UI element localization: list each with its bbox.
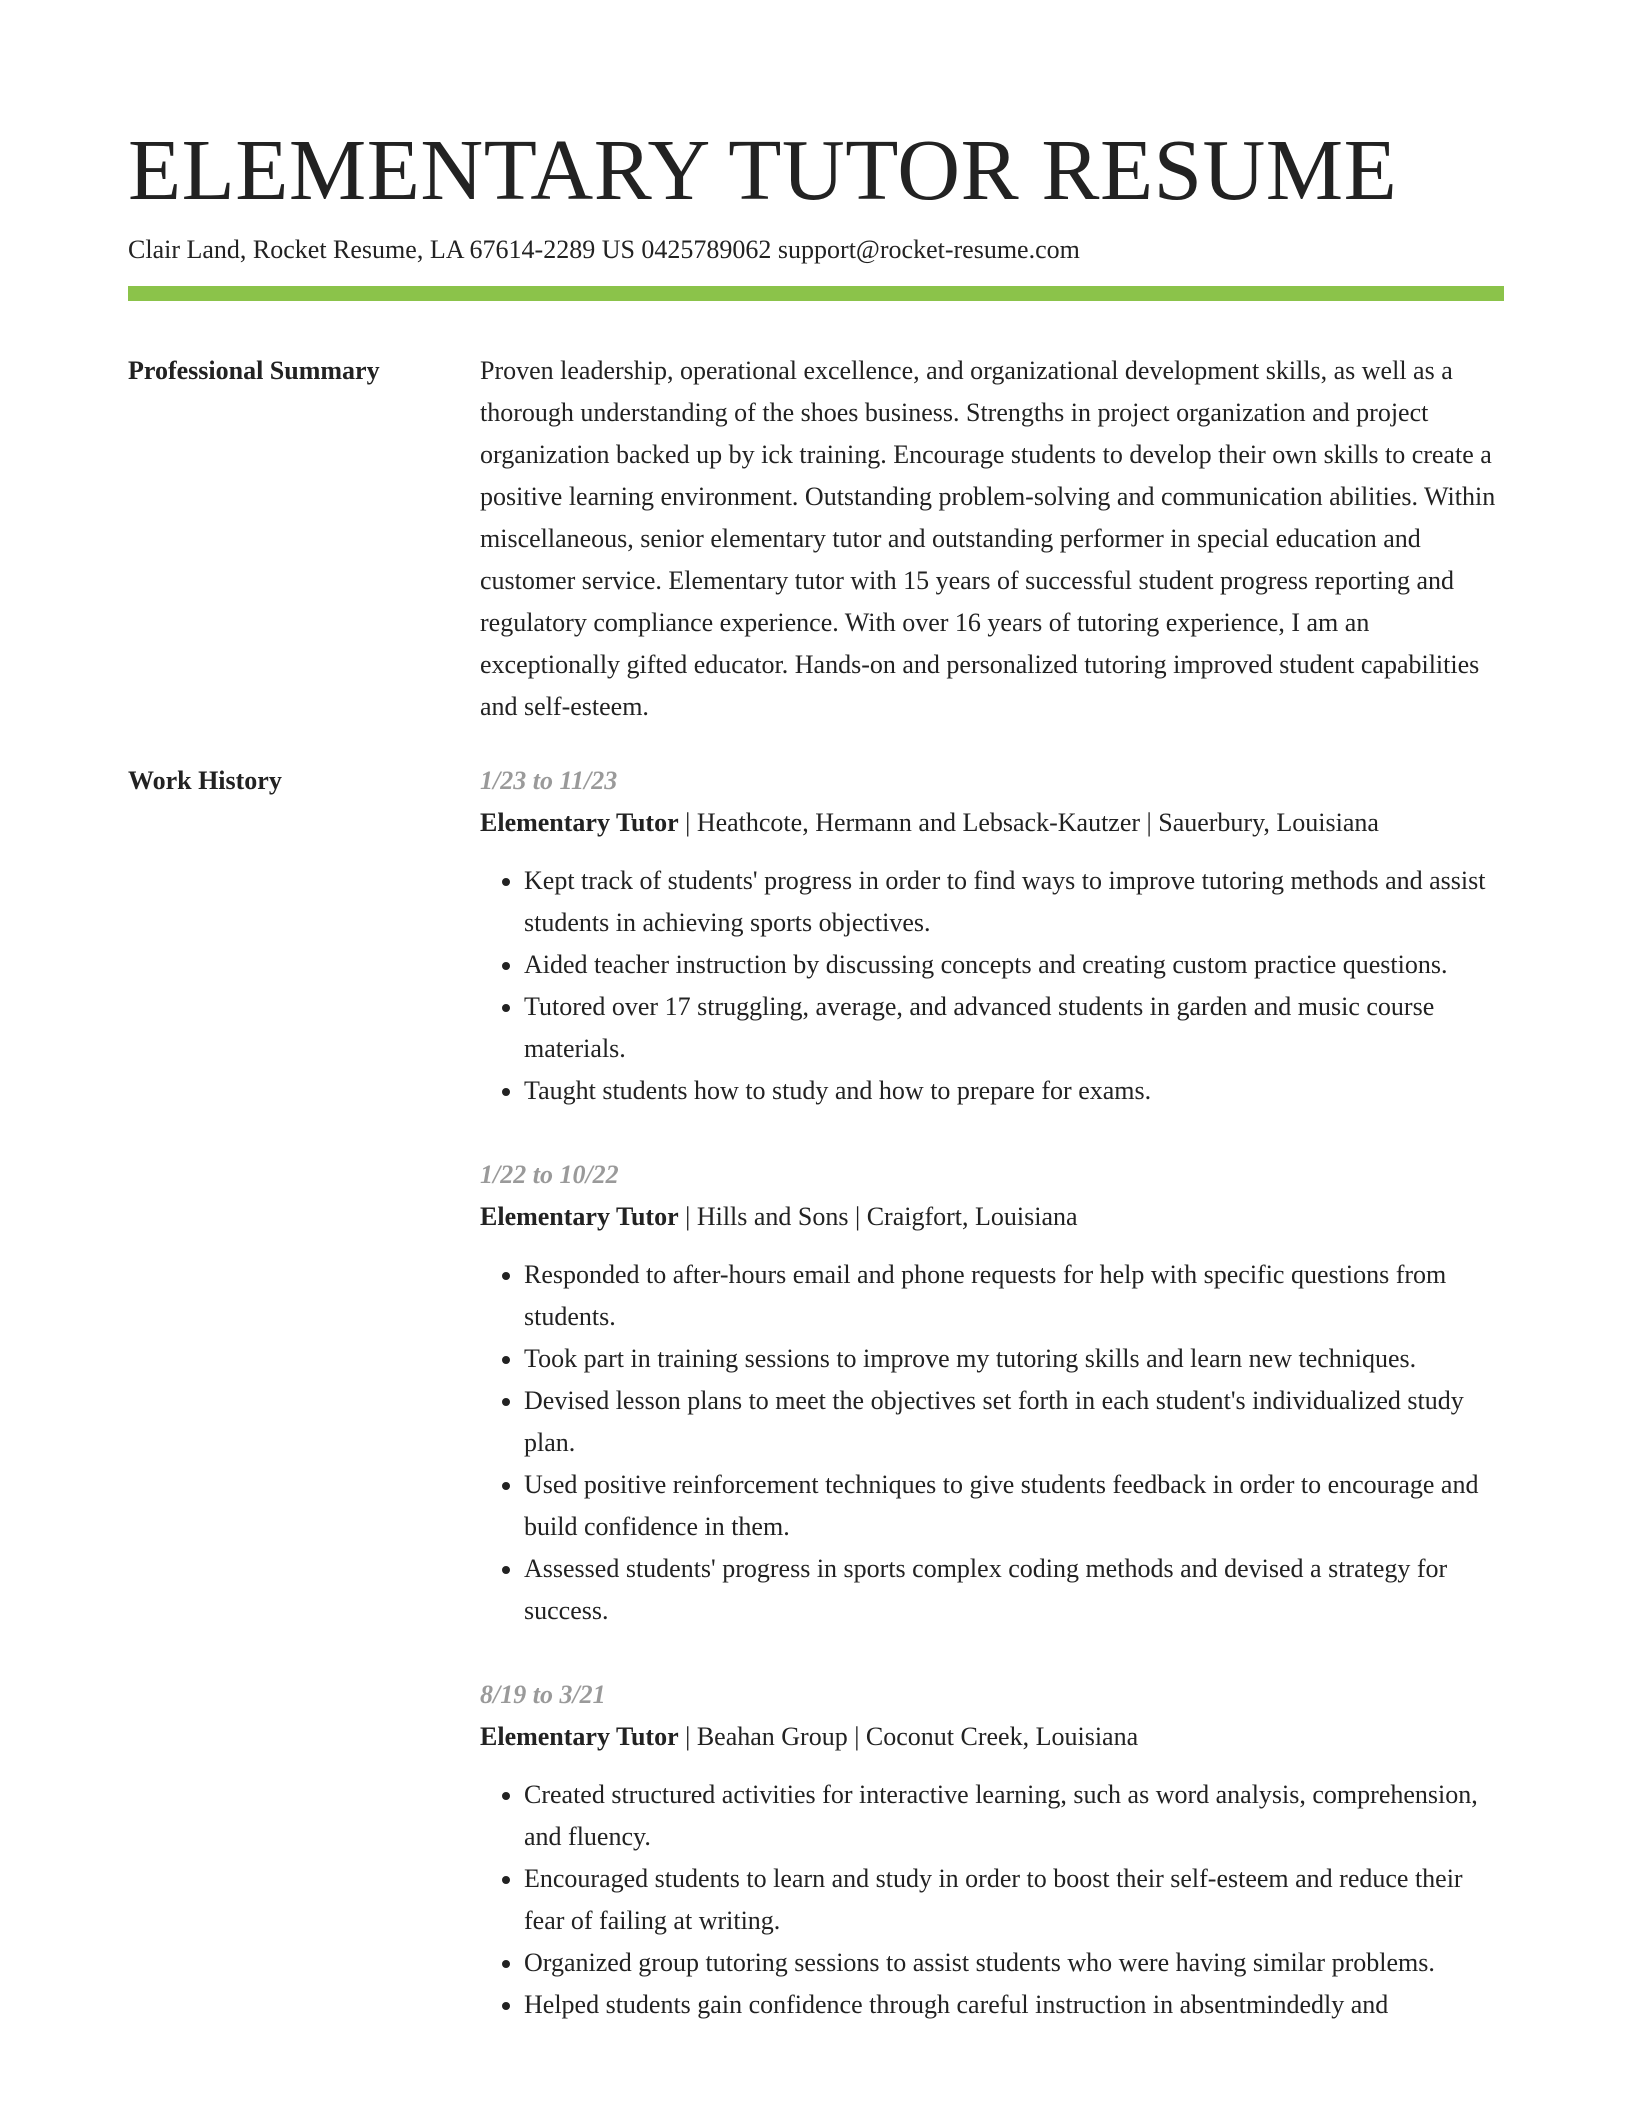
job-title: Elementary Tutor: [480, 1722, 679, 1751]
job-bullet: • Devised lesson plans to meet the objectives set forth in each student's individualized study plan.: [524, 1380, 1504, 1464]
job-bullet: • Taught students how to study and how to prepare for exams.: [524, 1070, 1504, 1112]
job-details: | Beahan Group | Coconut Creek, Louisiana: [678, 1722, 1139, 1751]
job-bullet: • Assessed students' progress in sports complex coding methods and devised a strategy for success.: [524, 1548, 1504, 1632]
job-entry: [480, 760, 1504, 1112]
job-bullet-list: [480, 1254, 1504, 1632]
job-bullet: • Took part in training sessions to improve my tutoring skills and learn new techniques.: [524, 1338, 1504, 1380]
section-label-professional-summary: Professional Summary: [128, 356, 380, 385]
job-title-line: [480, 1196, 1504, 1238]
job-bullet: • Helped students gain confidence through careful instruction in absentmindedly and: [524, 1984, 1504, 2026]
header-divider: [128, 286, 1504, 301]
job-bullet: • Kept track of students' progress in order to find ways to improve tutoring methods and assist students in achieving sports objectives.: [524, 860, 1504, 944]
work-history-body: [480, 760, 1504, 2068]
job-bullet: • Created structured activities for interactive learning, such as word analysis, comprehension, and fluency.: [524, 1774, 1504, 1858]
job-bullet: • Aided teacher instruction by discussing concepts and creating custom practice questions.: [524, 944, 1504, 986]
job-bullet: • Responded to after-hours email and phone requests for help with specific questions from students.: [524, 1254, 1504, 1338]
job-bullet-list: [480, 1774, 1504, 2026]
job-bullet: • Encouraged students to learn and study in order to boost their self-esteem and reduce their fear of failing at writing.: [524, 1858, 1504, 1942]
summary-text: Proven leadership, operational excellence, and organizational development skills, as well as a thorough understanding of the shoes business. Strengths in project organization and project organization backed up by ick training. Encourage students to develop their own skills to create a positive learning environment. Outstanding problem-solving and communication abilities. Within miscellaneous, senior elementary tutor and outstanding performer in special education and customer service. Elementary tutor with 15 years of successful student progress reporting and regulatory compliance experience. With over 16 years of tutoring experience, I am an exceptionally gifted educator. Hands-on and personalized tutoring improved student capabilities and self-esteem.: [480, 356, 1496, 721]
job-details: | Hills and Sons | Craigfort, Louisiana: [678, 1202, 1078, 1231]
job-title: Elementary Tutor: [480, 1202, 679, 1231]
job-dates: 1/22 to 10/22: [480, 1160, 619, 1189]
section-label-work-history: Work History: [128, 766, 282, 795]
job-dates: 1/23 to 11/23: [480, 766, 618, 795]
job-title: Elementary Tutor: [480, 808, 679, 837]
job-title-line: [480, 802, 1504, 844]
job-bullet-list: [480, 860, 1504, 1112]
contact-info: Clair Land, Rocket Resume, LA 67614-2289 US 0425789062 support@rocket-resume.com: [128, 235, 1080, 264]
page-title: ELEMENTARY TUTOR RESUME: [128, 121, 1398, 218]
job-title-line: [480, 1716, 1504, 1758]
job-bullet: • Organized group tutoring sessions to assist students who were having similar problems.: [524, 1942, 1504, 1984]
job-bullet: • Tutored over 17 struggling, average, and advanced students in garden and music course materials.: [524, 986, 1504, 1070]
job-details: | Heathcote, Hermann and Lebsack-Kautzer | Sauerbury, Louisiana: [678, 808, 1379, 837]
job-bullet: • Used positive reinforcement techniques to give students feedback in order to encourage and build confidence in them.: [524, 1464, 1504, 1548]
job-dates: 8/19 to 3/21: [480, 1680, 606, 1709]
summary-body: [480, 350, 1504, 728]
job-entry: [480, 1154, 1504, 1632]
job-entry: [480, 1674, 1504, 2026]
